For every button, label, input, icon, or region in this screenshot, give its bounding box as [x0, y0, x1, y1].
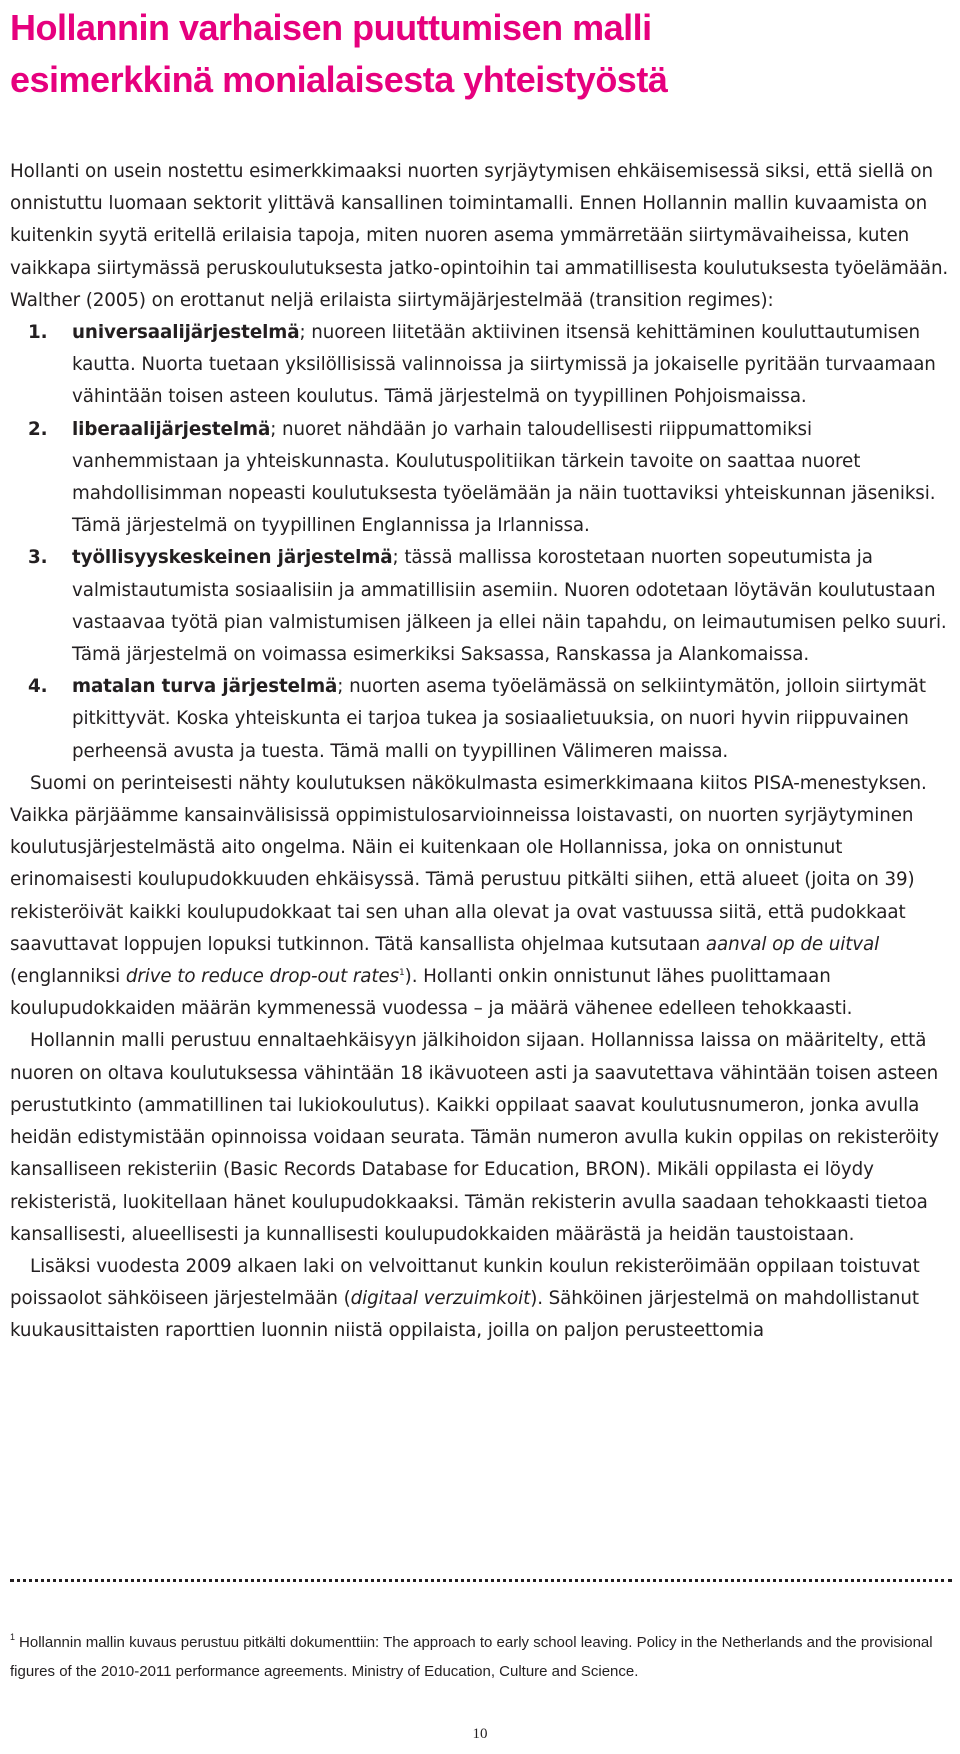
- list-item: [10, 317, 950, 414]
- list-item: [10, 414, 950, 543]
- list-number: 3.: [28, 547, 48, 569]
- body-text: [10, 156, 950, 1348]
- footnote-reference: 1: [399, 968, 405, 979]
- absence-text-1: Lisäksi vuodesta 2009 alkaen laki on velvoittanut kunkin koulun rekisteröimään oppilaan toistuvat poissaolot sähköiseen järjestelmään (: [10, 1255, 920, 1310]
- list-number: 1.: [28, 322, 48, 344]
- regime-term: liberaalijärjestelmä: [72, 418, 271, 440]
- model-paragraph: Hollannin malli perustuu ennaltaehkäisyyn jälkihoidon sijaan. Hollannissa laissa on määritelty, että nuoren on oltava koulutuksessa vähintään 18 ikävuoteen asti ja saavutettava vähintään toisen asteen perustutkinto (ammatillinen tai lukiokoulutus). Kaikki oppilaat saavat koulutusnumeron, jonka avulla heidän edistymistään opinnoissa voidaan seurata. Tämän numeron avulla kukin oppilas on rekisteröity kansalliseen rekisteriin (Basic Records Database for Education, BRON). Mikäli oppilasta ei löydy rekisteristä, luokitellaan hänet koulupudokkaaksi. Tämän rekisterin avulla saadaan tehokkaasti tietoa kansallisesti, alueellisesti ja kunnallisesti koulupudokkaiden määrästä ja heidän taustoistaan.: [10, 1030, 939, 1245]
- regime-term: työllisyyskeskeinen järjestelmä: [72, 547, 393, 569]
- list-number: 4.: [28, 676, 48, 698]
- title-line-1: Hollannin varhaisen puuttumisen malli: [10, 7, 652, 48]
- title-line-2: esimerkkinä monialaisesta yhteistyöstä: [10, 59, 668, 100]
- footnote-number: 1: [10, 1632, 16, 1642]
- finland-text-2: (englanniksi: [10, 966, 126, 988]
- regime-description: ; nuorten asema työelämässä on selkiintymätön, jolloin siirtymät pitkittyvät. Koska yhteiskunta ei tarjoa tukea ja sosiaalietuuksia, on nuori hyvin riippuvainen perheensä avusta ja tuesta. Tämä malli on tyypillinen Välimeren maissa.: [72, 676, 926, 762]
- regime-list: [10, 317, 950, 768]
- list-number: 2.: [28, 418, 48, 440]
- footnote-divider: [10, 1579, 952, 1582]
- dutch-program-name: aanval op de uitval: [705, 933, 880, 955]
- finland-text-3: ). Hollanti onkin onnistunut lähes puolittamaan koulupudokkaiden määrän kymmenessä vuodessa – ja määrä vähenee edelleen tehokkaasti.: [10, 966, 853, 1020]
- regime-term: universaalijärjestelmä: [72, 322, 300, 344]
- list-item: [10, 671, 950, 768]
- regime-description: ; nuoreen liitetään aktiivinen itsensä kehittäminen kouluttautumisen kautta. Nuorta tuetaan yksilöllisissä valinnoissa ja siirtymissä ja jokaiselle pyritään turvaamaan vähintään toisen asteen koulutus. Tämä järjestelmä on tyypillinen Pohjoismaissa.: [72, 322, 936, 408]
- system-name: digitaal verzuimkoit: [350, 1288, 531, 1310]
- list-item: [10, 542, 950, 671]
- regime-term: matalan turva järjestelmä: [72, 676, 338, 698]
- finland-text-1: Suomi on perinteisesti nähty koulutuksen näkökulmasta esimerkkimaana kiitos PISA-menestyksen. Vaikka pärjäämme kansainvälisissä oppimistulosarvioinneissa loistavasti, on nuorten syrjäytyminen koulutusjärjestelmästä aito ongelma. Näin ei kuitenkaan ole Hollannissa, joka on onnistunut erinomaisesti koulupudokkuuden ehkäisyssä. Tämä perustuu pitkälti siihen, että alueet (joita on 39) rekisteröivät kaikki koulupudokkaat tai sen uhan alla olevat ja ovat vastuussa siitä, että pudokkaat saavuttavat loppujen lopuksi tutkinnon. Tätä kansallista ohjelmaa kutsutaan: [10, 772, 927, 955]
- regime-description: ; tässä mallissa korostetaan nuorten sopeutumista ja valmistautumista sosiaalisiin ja ammatillisiin asemiin. Nuoren odotetaan löytävän koulutustaan vastaavaa työtä pian valmistumisen jälkeen ja ellei näin tapahdu, on leimautumisen pelko suuri. Tämä järjestelmä on voimassa esimerkiksi Saksassa, Ranskassa ja Alankomaissa.: [72, 547, 947, 666]
- english-program-name: drive to reduce drop-out rates: [125, 966, 400, 988]
- page-title: [10, 2, 940, 106]
- absence-paragraph: [10, 1251, 950, 1348]
- absence-text-2: ). Sähköinen järjestelmä on mahdollistanut kuukausittaisten raporttien luonnin niistä oppilaista, joilla on paljon perusteettomia: [10, 1288, 919, 1342]
- regime-description: ; nuoret nähdään jo varhain taloudellisesti riippumattomiksi vanhemmistaan ja yhteiskunnasta. Koulutuspolitiikan tärkein tavoite on saattaa nuoret mahdollisimman nopeasti koulutuksesta työelämään ja näin tuottaviksi yhteiskunnan jäseniksi. Tämä järjestelmä on tyypillinen Englannissa ja Irlannissa.: [72, 418, 936, 537]
- finland-paragraph: [10, 768, 950, 1026]
- footnote-text: Hollannin mallin kuvaus perustuu pitkälti dokumenttiin: The approach to early school leaving. Policy in the Netherlands and the provisional figures of the 2010-2011 performance agreements. Ministry of Education, Culture and Science.: [10, 1634, 933, 1680]
- page-number: 10: [472, 1726, 488, 1742]
- footnote: [10, 1628, 950, 1686]
- intro-paragraph: Hollanti on usein nostettu esimerkkimaaksi nuorten syrjäytymisen ehkäisemisessä siksi, että siellä on onnistuttu luomaan sektorit ylittävä kansallinen toimintamalli. Ennen Hollannin mallin kuvaamista on kuitenkin syytä eritellä erilaisia tapoja, miten nuoren asema ymmärretään siirtymävaiheissa, kuten vaikkapa siirtymässä peruskoulutuksesta jatko-opintoihin tai ammatillisesta koulutuksesta työelämään. Walther (2005) on erottanut neljä erilaista siirtymäjärjestelmää (transition regimes):: [10, 161, 949, 311]
